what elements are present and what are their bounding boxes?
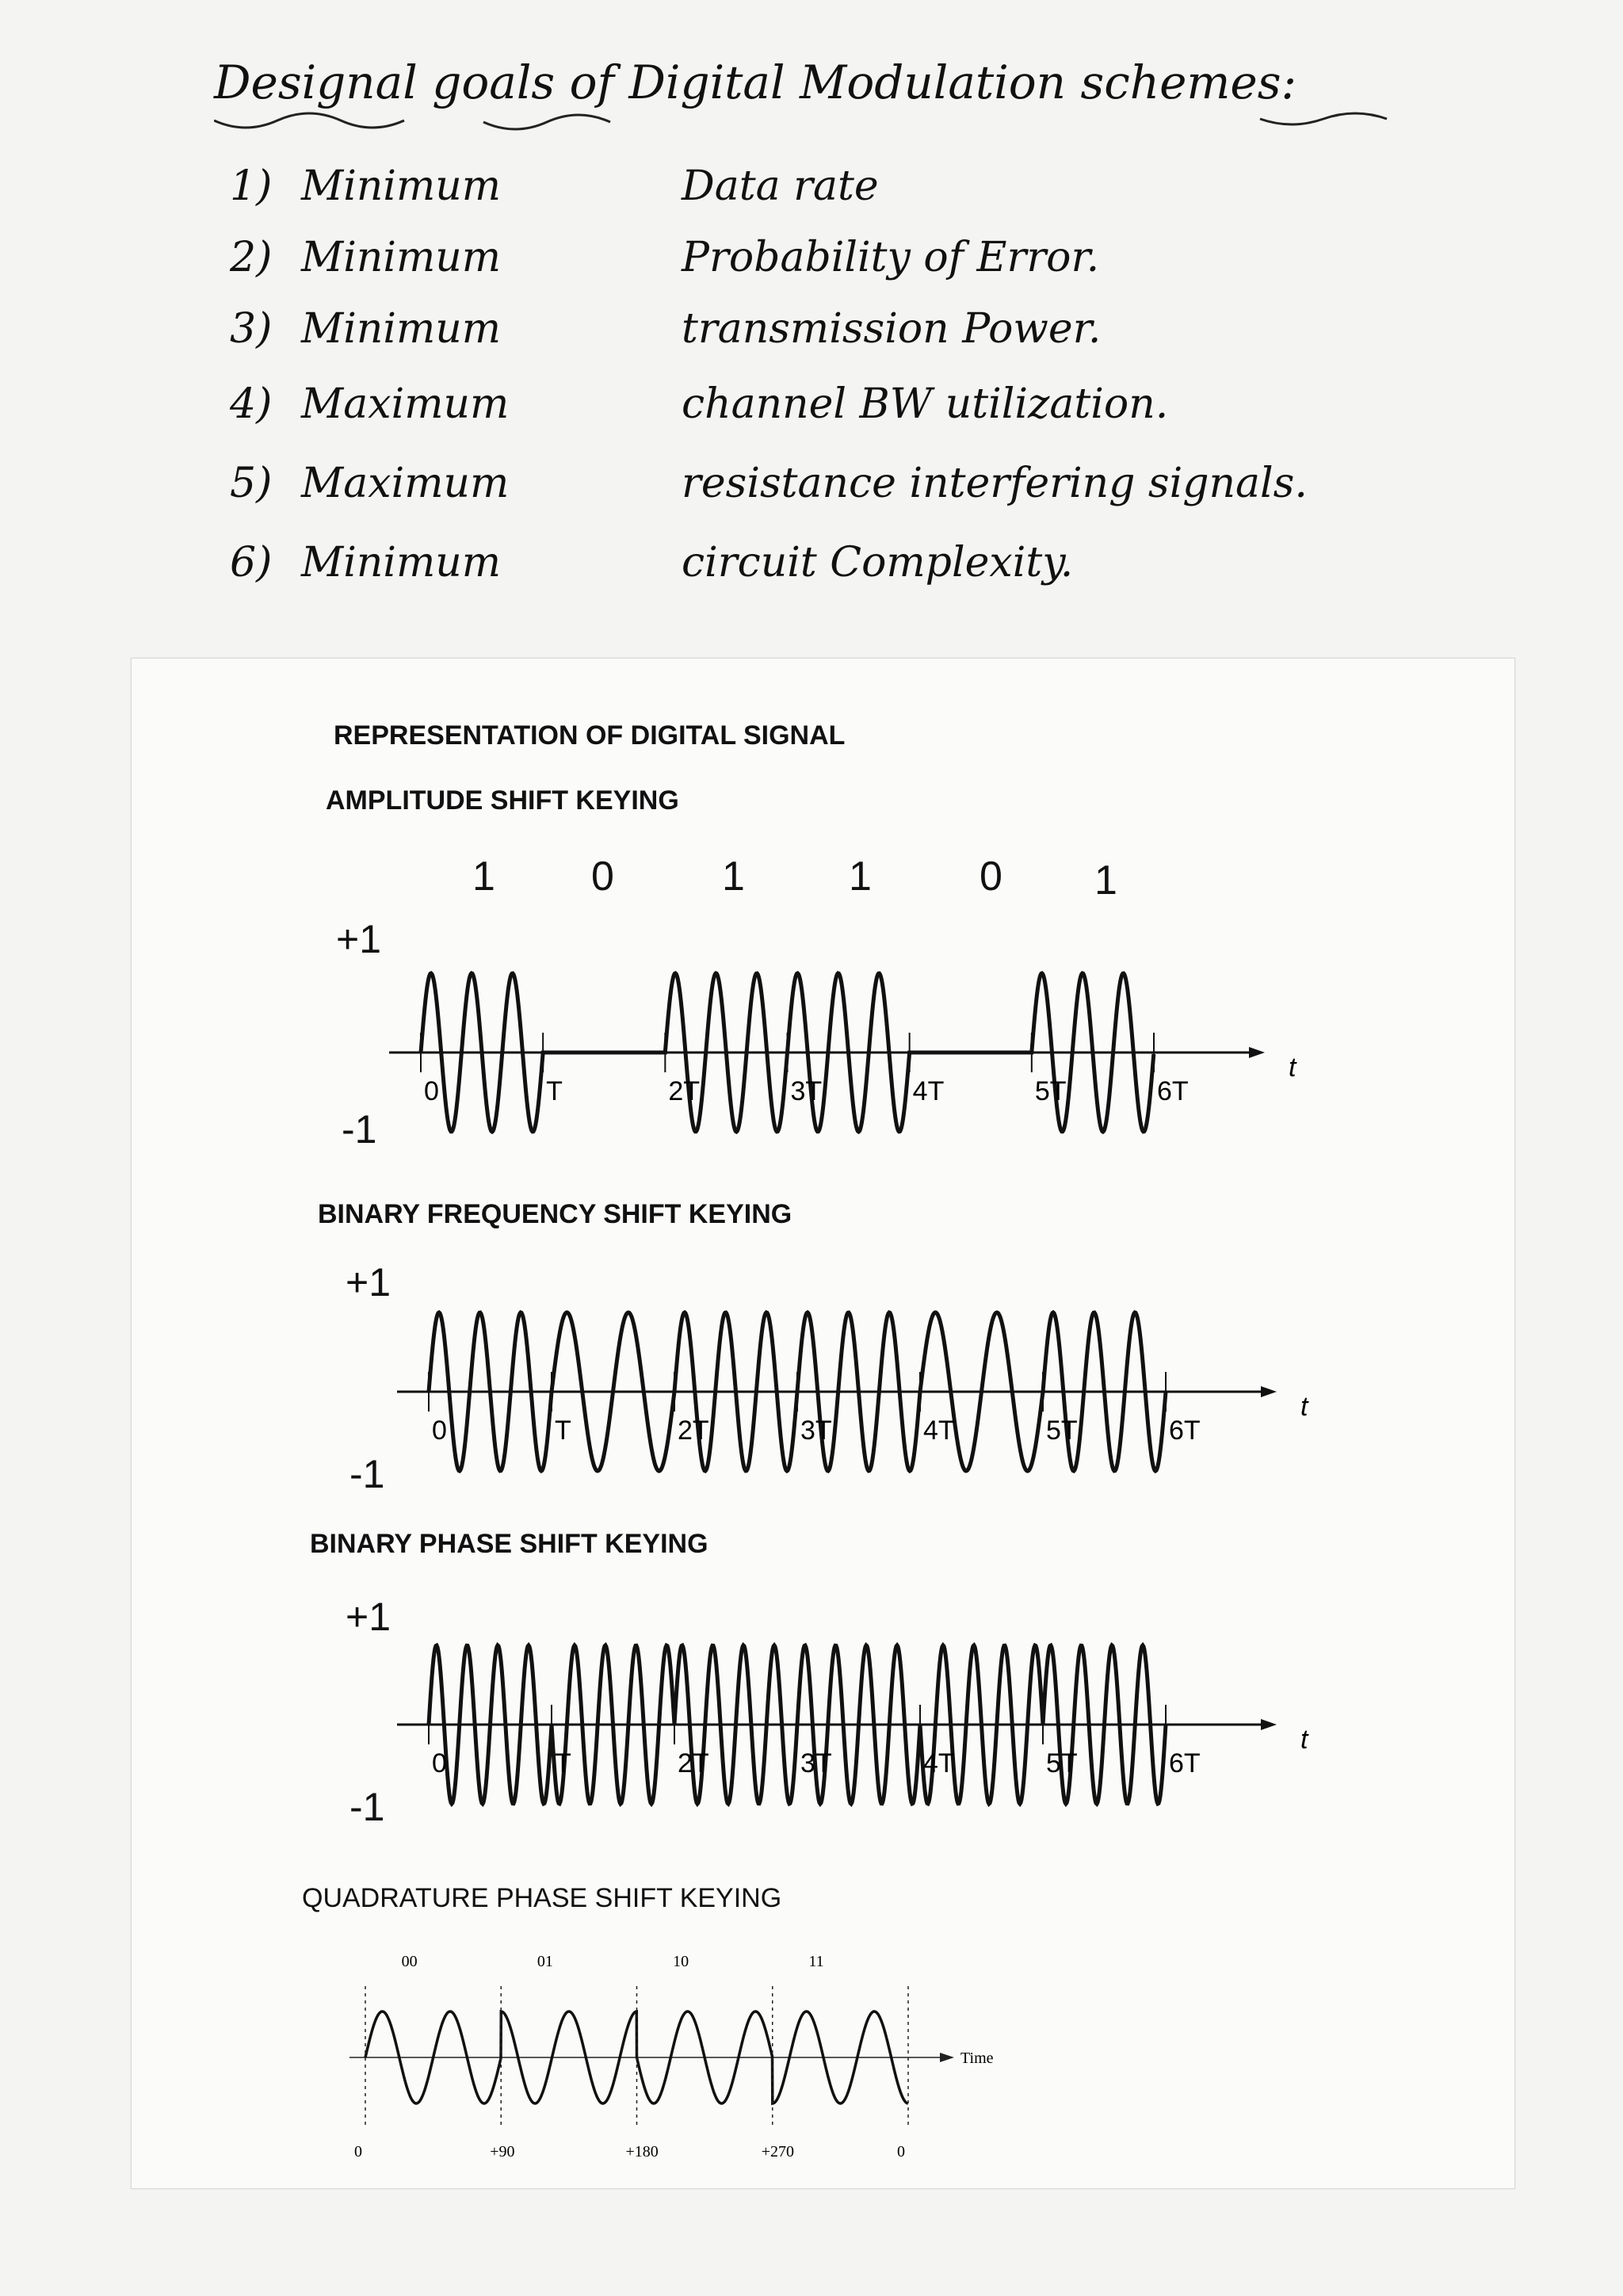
ask-tick-label-4: 4T: [912, 1076, 945, 1106]
bpsk-tick-label-4: 4T: [923, 1748, 955, 1778]
ask-bit-5: 0: [980, 854, 1002, 900]
bfsk-tick-label-1: T: [555, 1415, 571, 1446]
bpsk-plus-one: +1: [346, 1595, 391, 1639]
note-item-3: 3) Minimum transmission Power.: [230, 305, 1102, 353]
note-item-6: 6) Minimum circuit Complexity.: [230, 539, 1074, 586]
note-item-4: 4) Maximum channel BW utilization.: [230, 380, 1169, 428]
ask-tick-label-5: 5T: [1034, 1076, 1067, 1106]
bfsk-tick-label-5: 5T: [1046, 1415, 1078, 1446]
bfsk-tick-label-2: 2T: [678, 1415, 709, 1446]
ask-bit-1: 1: [472, 854, 495, 900]
ask-title: AMPLITUDE SHIFT KEYING: [326, 785, 679, 816]
bpsk-minus-one: -1: [349, 1785, 385, 1829]
qpsk-symbol-2: 10: [673, 1953, 689, 1970]
figure-title: REPRESENTATION OF DIGITAL SIGNAL: [334, 720, 846, 751]
qpsk-phase-label-1: +90: [490, 2143, 515, 2160]
bfsk-axis-label: t: [1300, 1392, 1308, 1422]
bpsk-axis-label: t: [1300, 1725, 1308, 1755]
qpsk-axis-label: Time: [960, 2050, 994, 2067]
ask-bit-4: 1: [849, 854, 872, 900]
bfsk-tick-label-4: 4T: [923, 1415, 955, 1446]
notes-heading: Designal goals of Digital Modulation schemes:: [214, 55, 1297, 109]
qpsk-phase-label-3: +270: [761, 2143, 795, 2160]
bpsk-tick-label-0: 0: [432, 1748, 447, 1778]
ask-tick-label-2: 2T: [668, 1076, 701, 1106]
bfsk-plus-one: +1: [346, 1260, 391, 1305]
printed-figure-sheet: [131, 658, 1515, 2189]
ask-plus-one: +1: [336, 917, 382, 961]
qpsk-title: QUADRATURE PHASE SHIFT KEYING: [302, 1883, 782, 1913]
qpsk-phase-label-0: 0: [354, 2143, 362, 2160]
bfsk-tick-label-0: 0: [432, 1415, 447, 1446]
ask-tick-label-1: T: [546, 1076, 563, 1106]
qpsk-waveform: [132, 659, 1514, 2188]
bpsk-tick-label-5: 5T: [1046, 1748, 1078, 1778]
bfsk-minus-one: -1: [349, 1452, 385, 1496]
qpsk-phase-label-2: +180: [625, 2143, 659, 2160]
bpsk-tick-label-6: 6T: [1169, 1748, 1201, 1778]
qpsk-symbol-0: 00: [401, 1953, 418, 1970]
qpsk-symbol-1: 01: [537, 1953, 553, 1970]
qpsk-axis-arrow: [940, 2053, 954, 2062]
bpsk-tick-label-2: 2T: [678, 1748, 709, 1778]
qpsk-symbol-3: 11: [808, 1953, 824, 1970]
bfsk-tick-label-3: 3T: [800, 1415, 832, 1446]
note-item-2: 2) Minimum Probability of Error.: [230, 234, 1100, 281]
qpsk-phase-label-4: 0: [897, 2143, 905, 2160]
ask-bit-2: 0: [591, 854, 614, 900]
ask-axis-label: t: [1289, 1052, 1296, 1083]
ask-bit-6: 1: [1094, 858, 1117, 904]
ask-tick-label-6: 6T: [1157, 1076, 1189, 1106]
bpsk-tick-label-1: T: [555, 1748, 571, 1778]
note-item-1: 1) Minimum Data rate: [230, 162, 879, 210]
ask-bit-3: 1: [722, 854, 745, 900]
note-item-5: 5) Maximum resistance interfering signals.: [230, 460, 1308, 507]
bfsk-title: BINARY FREQUENCY SHIFT KEYING: [318, 1199, 792, 1229]
ask-tick-label-3: 3T: [790, 1076, 823, 1106]
bfsk-tick-label-6: 6T: [1169, 1415, 1201, 1446]
ask-minus-one: -1: [342, 1107, 377, 1152]
ask-tick-label-0: 0: [424, 1076, 439, 1106]
heading-underline: [214, 111, 1482, 135]
bpsk-tick-label-3: 3T: [800, 1748, 832, 1778]
bpsk-title: BINARY PHASE SHIFT KEYING: [310, 1529, 708, 1559]
